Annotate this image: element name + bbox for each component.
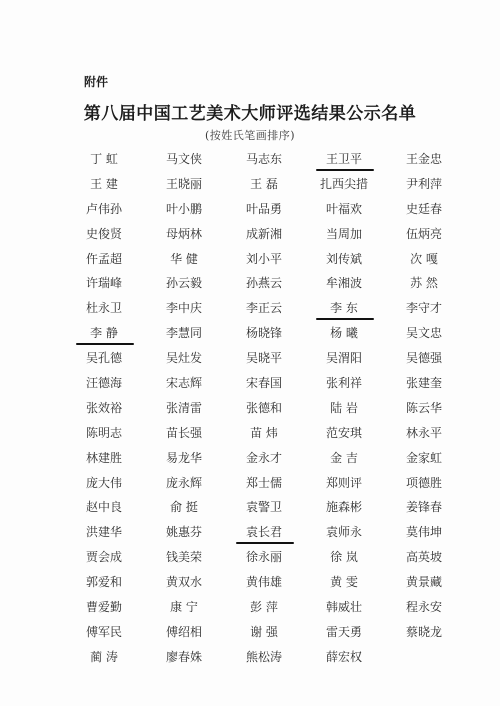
- list-item: 傅绍相: [165, 624, 202, 639]
- list-item: 钱美荣: [165, 550, 202, 565]
- page-title: 第八届中国工艺美术大师评选结果公示名单: [83, 104, 417, 124]
- list-item: 苏 然: [410, 276, 438, 291]
- list-item: 李 静: [64, 321, 144, 346]
- list-item: 王 磊: [250, 176, 278, 191]
- list-item: 易龙华: [165, 450, 202, 465]
- list-item: 李慧同: [165, 326, 202, 341]
- list-item: 陆 岩: [330, 400, 358, 415]
- list-item: 王晓丽: [165, 176, 202, 191]
- list-item: 宋志辉: [165, 376, 202, 391]
- list-item: 黄景藏: [405, 575, 442, 590]
- list-item: 许瑞峰: [85, 276, 122, 291]
- list-item: 叶品勇: [245, 201, 282, 216]
- list-item: 袁师永: [325, 525, 362, 540]
- list-item: 张建奎: [405, 376, 442, 391]
- list-item: 傅军民: [85, 624, 122, 639]
- list-item: 丁 虹: [90, 152, 118, 166]
- list-item: 洪建华: [85, 525, 122, 540]
- list-item: 徐 岚: [330, 550, 358, 565]
- list-item: 孙云毅: [165, 276, 202, 291]
- list-item: 林永平: [405, 425, 442, 440]
- list-item: 姜锋春: [405, 500, 442, 515]
- list-item: 吴文忠: [405, 326, 442, 341]
- list-item: 张利祥: [325, 376, 362, 391]
- list-item: 扎西尖措: [319, 176, 368, 191]
- list-item: 苗长强: [165, 425, 202, 440]
- list-item: 蔺 涛: [90, 649, 118, 664]
- list-item: 黄伟雄: [245, 575, 282, 590]
- list-item: 吴渭阳: [325, 351, 362, 366]
- list-item: 华 健: [170, 251, 198, 266]
- list-item: 苗 炜: [250, 425, 278, 440]
- list-item: 康 宁: [170, 600, 198, 615]
- attachment-label: 附件: [84, 75, 109, 89]
- list-item: 叶小鹏: [165, 201, 202, 216]
- list-item: 薛宏权: [325, 649, 362, 664]
- list-item: 林建胜: [85, 450, 122, 465]
- list-item: 李中庆: [165, 301, 202, 316]
- list-item: 袁长君: [224, 520, 304, 545]
- list-item: 程永安: [405, 600, 442, 615]
- list-item: 汪德海: [85, 376, 122, 391]
- list-item: 贾会成: [85, 550, 122, 565]
- list-item: 高英坡: [405, 550, 442, 565]
- list-item: 次 嘎: [410, 251, 438, 266]
- list-item: 当周加: [325, 226, 362, 241]
- list-item: 张清雷: [165, 400, 202, 415]
- list-item: 项德胜: [405, 475, 442, 490]
- list-item: 黄 雯: [330, 575, 358, 590]
- list-item: 俞 挺: [170, 500, 198, 515]
- list-item: 孙燕云: [245, 276, 282, 291]
- list-item: 金永才: [245, 450, 282, 465]
- page-subtitle: (按姓氏笔画排序): [204, 129, 296, 142]
- list-item: 史俊贤: [85, 226, 122, 241]
- list-item: 仵孟超: [85, 251, 122, 266]
- list-item: 范安琪: [325, 425, 362, 440]
- list-item: 牟湘波: [325, 276, 362, 291]
- list-item: 廖春姝: [165, 649, 202, 664]
- list-item: 马文侠: [165, 152, 202, 166]
- list-item: 陈明志: [85, 425, 122, 440]
- list-item: 马志东: [245, 152, 282, 166]
- list-item: 彭 萍: [250, 600, 278, 615]
- list-item: 成新湘: [245, 226, 282, 241]
- list-item: 徐永丽: [245, 550, 282, 565]
- list-item: 母炳林: [165, 226, 202, 241]
- list-item: 韩威壮: [325, 600, 362, 615]
- list-item: 杨 曦: [330, 326, 358, 341]
- list-item: 庞永辉: [165, 475, 202, 490]
- list-item: 庞大伟: [85, 475, 122, 490]
- list-item: 张德和: [245, 400, 282, 415]
- list-item: 曹爱勤: [85, 600, 122, 615]
- list-item: 卢伟孙: [85, 201, 122, 216]
- list-item: 陈云华: [405, 400, 442, 415]
- list-item: 宋春国: [245, 376, 282, 391]
- list-item: 张效裕: [85, 400, 122, 415]
- list-item: 杜永卫: [85, 301, 122, 316]
- list-item: 叶福欢: [325, 201, 362, 216]
- list-item: 王金忠: [405, 152, 442, 166]
- list-item: 伍炳亮: [405, 226, 442, 241]
- list-item: 王卫平: [304, 147, 384, 172]
- list-item: 吴灶发: [165, 351, 202, 366]
- list-item: 雷天勇: [325, 624, 362, 639]
- list-item: 吴孔德: [85, 351, 122, 366]
- list-item: 姚惠芬: [165, 525, 202, 540]
- list-item: 金 吉: [330, 450, 358, 465]
- name-list: [64, 147, 464, 670]
- list-item: 袁警卫: [245, 500, 282, 515]
- list-item: 李正云: [245, 301, 282, 316]
- list-item: 吴晓平: [245, 351, 282, 366]
- list-item: 吴德强: [405, 351, 442, 366]
- list-item: 蔡晓龙: [405, 624, 442, 639]
- list-item: 郑则评: [325, 475, 362, 490]
- list-item: 黄双水: [165, 575, 202, 590]
- list-item: 郑士儒: [245, 475, 282, 490]
- list-item: 赵中良: [85, 500, 122, 515]
- list-item: 杨晓锋: [245, 326, 282, 341]
- list-item: 李 东: [304, 296, 384, 321]
- list-item: 刘小平: [245, 251, 282, 266]
- list-item: 金家虹: [405, 450, 442, 465]
- list-item: 熊松涛: [245, 649, 282, 664]
- list-item: 施森彬: [325, 500, 362, 515]
- list-item: 莫伟坤: [405, 525, 442, 540]
- list-item: 刘传斌: [325, 251, 362, 266]
- list-item: 尹利萍: [405, 176, 442, 191]
- list-item: 郭爱和: [85, 575, 122, 590]
- list-item: 李守才: [405, 301, 442, 316]
- list-item: 史廷春: [405, 201, 442, 216]
- list-item: 谢 强: [250, 624, 278, 639]
- list-item: 王 建: [90, 176, 118, 191]
